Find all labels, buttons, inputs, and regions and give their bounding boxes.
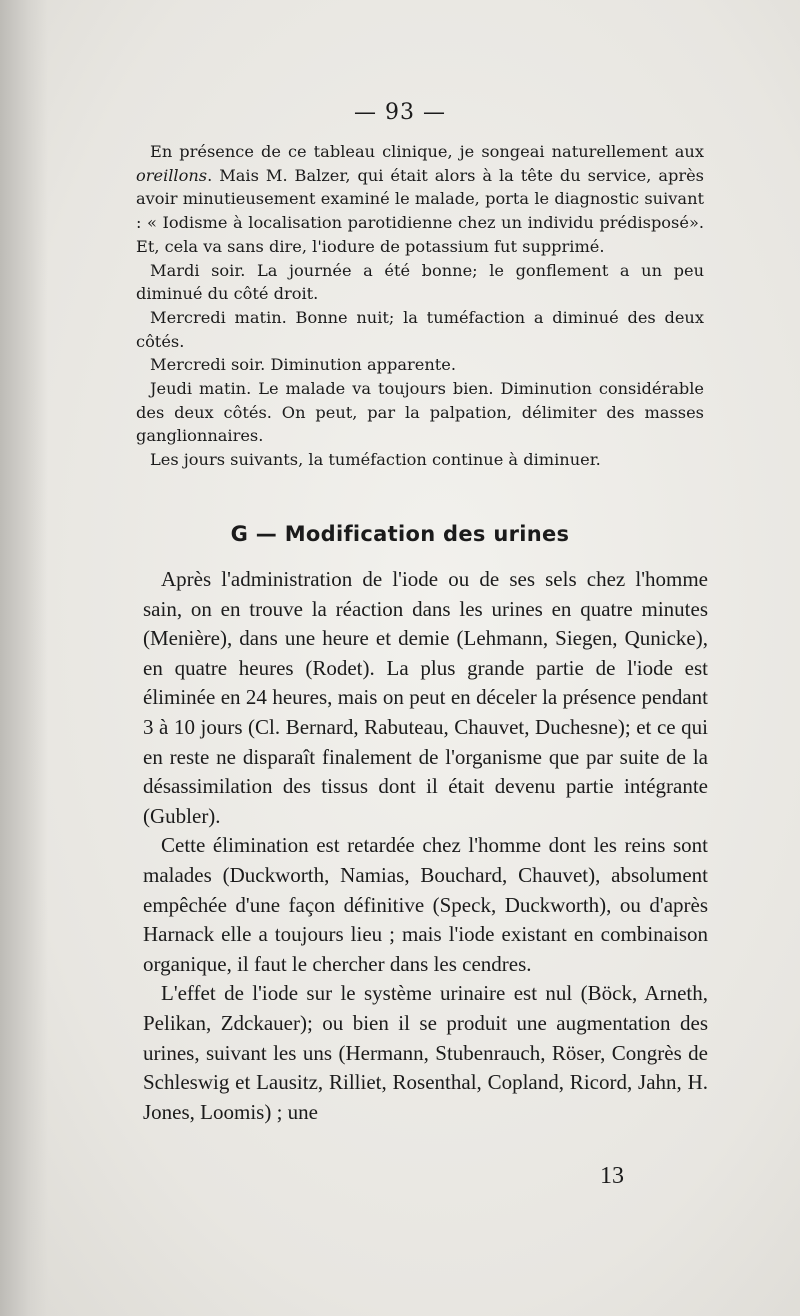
page-number: — 93 — — [354, 100, 446, 125]
paragraph: Mercredi soir. Diminution apparente. — [150, 355, 456, 375]
paragraph: Les jours suivants, la tuméfaction continue à diminuer. — [150, 450, 601, 470]
paragraph: Jeudi matin. Le malade va toujours bien. Diminution considérable des deux côtés. On peut, par la palpation, délimiter des masses ganglionnaires. — [136, 379, 704, 446]
paragraph: L'effet de l'iode sur le système urinaire est nul (Böck, Arneth, Pelikan, Zdckauer); ou bien il se produit une augmentation des urines, suivant les uns (Hermann, Stubenrauch, Röser, Congrès de Schleswig et Lausitz, Rilliet, Rosenthal, Copland, Ricord, Jahn, H. Jones, Loomis) ; une — [143, 981, 708, 1124]
paragraph: Mercredi matin. Bonne nuit; la tuméfaction a diminué des deux côtés. — [136, 307, 704, 351]
binding-gutter-shadow — [0, 0, 48, 1316]
paragraph: Mardi soir. La journée a été bonne; le gonflement a un peu diminué du côté droit. — [136, 260, 704, 304]
paragraph: Cette élimination est retardée chez l'homme dont les reins sont malades (Duckworth, Namias, Bouchard, Chauvet), absolument empêchée d'une façon définitive (Speck, Duckworth), ou d'après Harnack elle a toujours lieu ; mais l'iode existant en combinaison organique, il faut le chercher dans les cendres. — [143, 833, 708, 976]
clinical-notes — [136, 140, 704, 472]
paragraph: En présence de ce tableau clinique, je songeai naturellement aux oreillons. Mais M. Balzer, qui était alors à la tête du service, après avoir minutieusement examiné le malade, porta le diagnostic suivant : « Iodisme à localisation parotidienne chez un individu prédisposé». Et, cela va sans dire, l'iodure de potassium fut supprimé. — [136, 142, 704, 256]
signature-mark: 13 — [600, 1163, 624, 1189]
section-heading: G — Modification des urines — [230, 522, 570, 546]
italic-term: oreillons — [136, 165, 208, 185]
main-body-text — [143, 565, 708, 1127]
paragraph: Après l'administration de l'iode ou de ses sels chez l'homme sain, on en trouve la réaction dans les urines en quatre minutes (Menière), dans une heure et demie (Lehmann, Siegen, Qunicke), en quatre heures (Rodet). La plus grande partie de l'iode est éliminée en 24 heures, mais on peut en déceler la présence pendant 3 à 10 jours (Cl. Bernard, Rabuteau, Chauvet, Duchesne); et ce qui en reste ne disparaît finalement de l'organisme que par suite de la désassimilation des tissus dont il était devenu partie intégrante (Gubler). — [143, 567, 708, 828]
